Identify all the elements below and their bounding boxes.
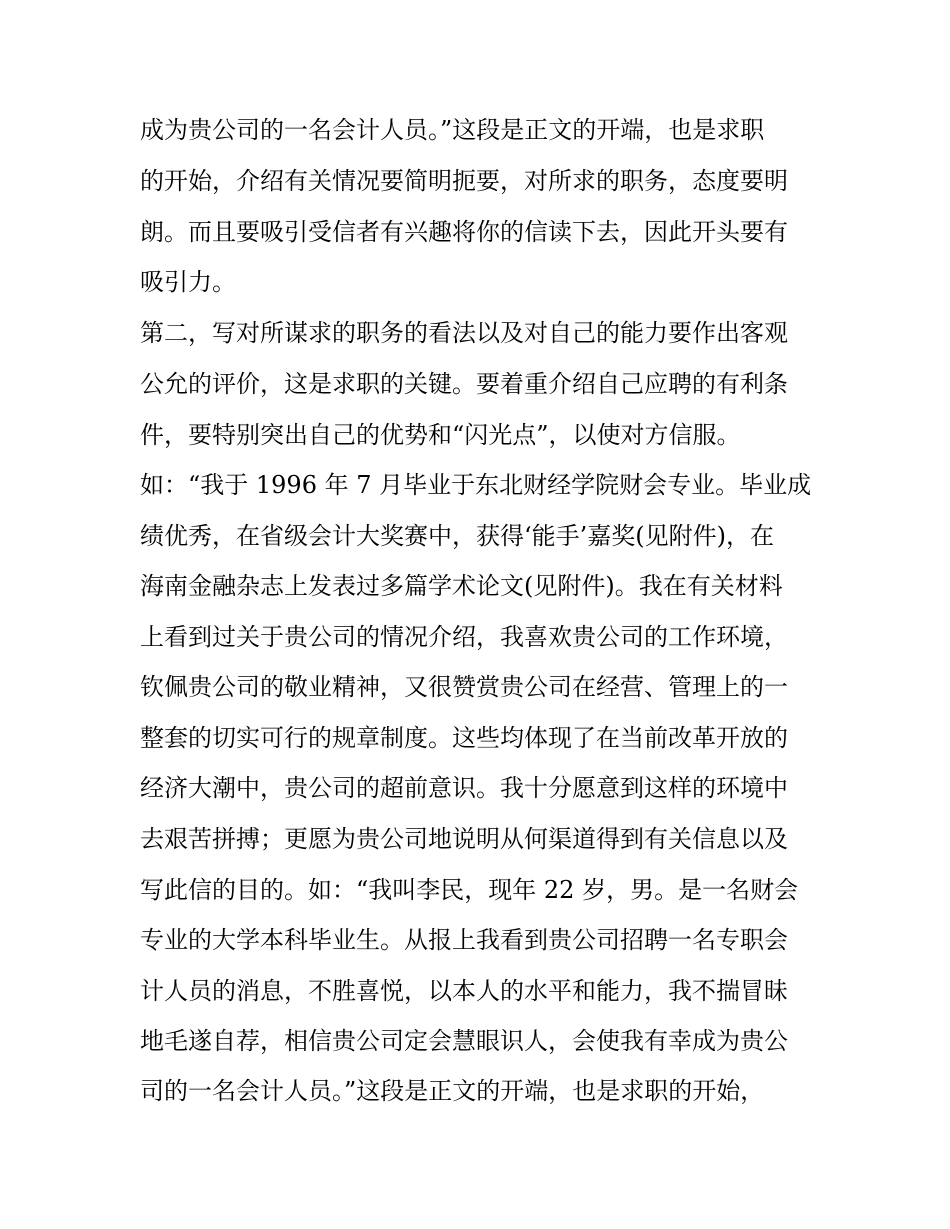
text-line: 司的一名会计人员。”这段是正文的开端，也是求职的开始， — [140, 1077, 765, 1105]
text-line: 朗。而且要吸引受信者有兴趣将你的信读下去，因此开头要有 — [140, 218, 788, 246]
text-line: 地毛遂自荐，相信贵公司定会慧眼识人，会使我有幸成为贵公 — [140, 1027, 788, 1055]
text-line: 计人员的消息，不胜喜悦，以本人的水平和能力，我不揣冒昧 — [140, 977, 788, 1005]
text-line: 绩优秀，在省级会计大奖赛中，获得‘能手’嘉奖(见附件)，在 — [140, 522, 774, 550]
text-line: 海南金融杂志上发表过多篇学术论文(见附件)。我在有关材料 — [140, 572, 783, 600]
text-line: 件，要特别突出自己的优势和“闪光点”，以使对方信服。 — [140, 421, 741, 449]
text-line: 上看到过关于贵公司的情况介绍，我喜欢贵公司的工作环境， — [140, 623, 788, 651]
text-line: 专业的大学本科毕业生。从报上我看到贵公司招聘一名专职会 — [140, 926, 788, 954]
text-line: 第二，写对所谋求的职务的看法以及对自己的能力要作出客观 — [140, 319, 788, 347]
text-line: 整套的切实可行的规章制度。这些均体现了在当前改革开放的 — [140, 724, 788, 752]
text-line: 如：“我于 1996 年 7 月毕业于东北财经学院财会专业。毕业成 — [140, 471, 812, 499]
text-line: 吸引力。 — [140, 268, 236, 296]
text-line: 的开始，介绍有关情况要简明扼要，对所求的职务，态度要明 — [140, 167, 788, 195]
text-line: 钦佩贵公司的敬业精神，又很赞赏贵公司在经营、管理上的一 — [140, 673, 788, 701]
text-line: 写此信的目的。如：“我叫李民，现年 22 岁，男。是一名财会 — [140, 876, 799, 904]
text-line: 成为贵公司的一名会计人员。”这段是正文的开端，也是求职 — [140, 116, 765, 144]
text-line: 去艰苦拼搏；更愿为贵公司地说明从何渠道得到有关信息以及 — [140, 825, 788, 853]
text-line: 公允的评价，这是求职的关键。要着重介绍自己应聘的有利条 — [140, 370, 788, 398]
text-line: 经济大潮中，贵公司的超前意识。我十分愿意到这样的环境中 — [140, 774, 788, 802]
